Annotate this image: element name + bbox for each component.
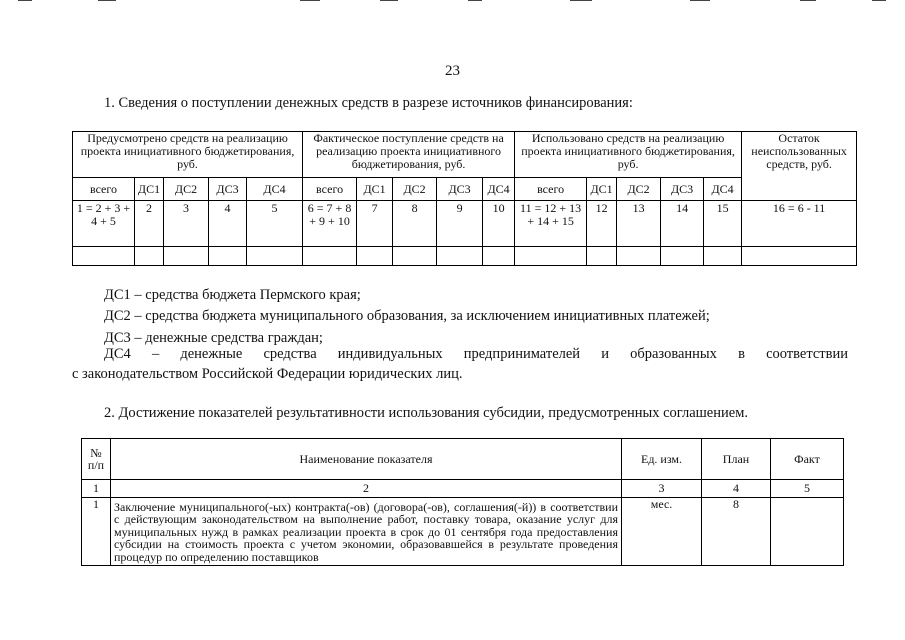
subheader-cell: ДС4: [704, 178, 742, 201]
number-cell: 5: [247, 201, 303, 247]
empty-cell: [73, 247, 135, 266]
empty-cell: [135, 247, 164, 266]
subheader-cell: ДС1: [135, 178, 164, 201]
legend-ds3: ДС3 – денежные средства граждан;: [104, 330, 323, 346]
number-cell: 4: [209, 201, 247, 247]
empty-cell: [661, 247, 704, 266]
index-cell: 3: [622, 480, 702, 498]
number-cell: 14: [661, 201, 704, 247]
empty-cell: [515, 247, 587, 266]
table-subheader-row: [73, 178, 857, 201]
subheader-cell: ДС3: [437, 178, 483, 201]
empty-cell: [704, 247, 742, 266]
table-group-header-row: [73, 132, 857, 178]
empty-cell: [357, 247, 393, 266]
number-cell: 2: [135, 201, 164, 247]
subheader-cell: всего: [515, 178, 587, 201]
number-cell: 3: [164, 201, 209, 247]
empty-cell: [209, 247, 247, 266]
empty-cell: [303, 247, 357, 266]
header-fact: Факт: [771, 439, 844, 480]
subheader-cell: ДС2: [164, 178, 209, 201]
indicator-name: Заключение муниципального(-ых) контракта(-ов) (договора(-ов), соглашения(-й)) в соответствии с действующим законодательством на выполнение работ, поставку товара, оказание услуг для муниципальных нужд в рамках реализации проекта в срок до 01 сентября года предоставления субсидии на стоимость проекта с учетом экономии, образовавшейся в результате проведения процедур по определению поставщиков: [111, 498, 622, 566]
header-plan: План: [702, 439, 771, 480]
header-unit: Ед. изм.: [622, 439, 702, 480]
empty-cell: [393, 247, 437, 266]
page-number: 23: [445, 63, 460, 79]
formula-cell: 16 = 6 - 11: [742, 201, 857, 247]
table-formula-row: [73, 201, 857, 247]
indicator-fact: [771, 498, 844, 566]
empty-cell: [164, 247, 209, 266]
group-used: Использовано средств на реализацию проекта инициативного бюджетирования, руб.: [515, 132, 742, 178]
scan-top-marks: [0, 0, 905, 3]
group-received: Фактическое поступление средств на реализацию проекта инициативного бюджетирования, руб.: [303, 132, 515, 178]
indicators-table: [81, 438, 844, 566]
index-cell: 2: [111, 480, 622, 498]
indicator-unit: мес.: [622, 498, 702, 566]
subheader-cell: ДС3: [209, 178, 247, 201]
empty-cell: [247, 247, 303, 266]
number-cell: 15: [704, 201, 742, 247]
subheader-cell: ДС4: [483, 178, 515, 201]
number-cell: 9: [437, 201, 483, 247]
subheader-cell: ДС2: [393, 178, 437, 201]
indicators-header-row: [82, 439, 844, 480]
subheader-cell: всего: [73, 178, 135, 201]
empty-cell: [742, 247, 857, 266]
indicators-index-row: [82, 480, 844, 498]
empty-cell: [483, 247, 515, 266]
index-cell: 4: [702, 480, 771, 498]
legend-ds4-line2: с законодательством Российской Федерации юридических лиц.: [72, 366, 463, 382]
empty-cell: [587, 247, 617, 266]
subheader-cell: ДС3: [661, 178, 704, 201]
group-planned: Предусмотрено средств на реализацию проекта инициативного бюджетирования, руб.: [73, 132, 303, 178]
header-indicator-name: Наименование показателя: [111, 439, 622, 480]
number-cell: 7: [357, 201, 393, 247]
empty-cell: [437, 247, 483, 266]
number-cell: 13: [617, 201, 661, 247]
legend-ds1: ДС1 – средства бюджета Пермского края;: [104, 287, 361, 303]
number-cell: 10: [483, 201, 515, 247]
legend-ds2: ДС2 – средства бюджета муниципального образования, за исключением инициативных платежей;: [104, 308, 710, 324]
subheader-cell: ДС1: [587, 178, 617, 201]
number-cell: 12: [587, 201, 617, 247]
section2-title: 2. Достижение показателей результативности использования субсидии, предусмотренных соглашением.: [104, 405, 749, 421]
legend-ds4-line1: ДС4 – денежные средства индивидуальных предпринимателей и образованных в соответствии: [104, 346, 848, 362]
formula-cell: 11 = 12 + 13 + 14 + 15: [515, 201, 587, 247]
table-row: [82, 498, 844, 566]
subheader-cell: ДС2: [617, 178, 661, 201]
header-number: № п/п: [82, 439, 111, 480]
formula-cell: 1 = 2 + 3 + 4 + 5: [73, 201, 135, 247]
section1-title: 1. Сведения о поступлении денежных средств в разрезе источников финансирования:: [104, 95, 633, 111]
indicator-plan: 8: [702, 498, 771, 566]
row-number: 1: [82, 498, 111, 566]
index-cell: 5: [771, 480, 844, 498]
index-cell: 1: [82, 480, 111, 498]
subheader-cell: ДС4: [247, 178, 303, 201]
subheader-cell: ДС1: [357, 178, 393, 201]
empty-cell: [617, 247, 661, 266]
number-cell: 8: [393, 201, 437, 247]
table-empty-row: [73, 247, 857, 266]
funding-sources-table: [72, 131, 857, 266]
formula-cell: 6 = 7 + 8 + 9 + 10: [303, 201, 357, 247]
group-remainder: Остаток неиспользованных средств, руб.: [742, 132, 857, 201]
subheader-cell: всего: [303, 178, 357, 201]
